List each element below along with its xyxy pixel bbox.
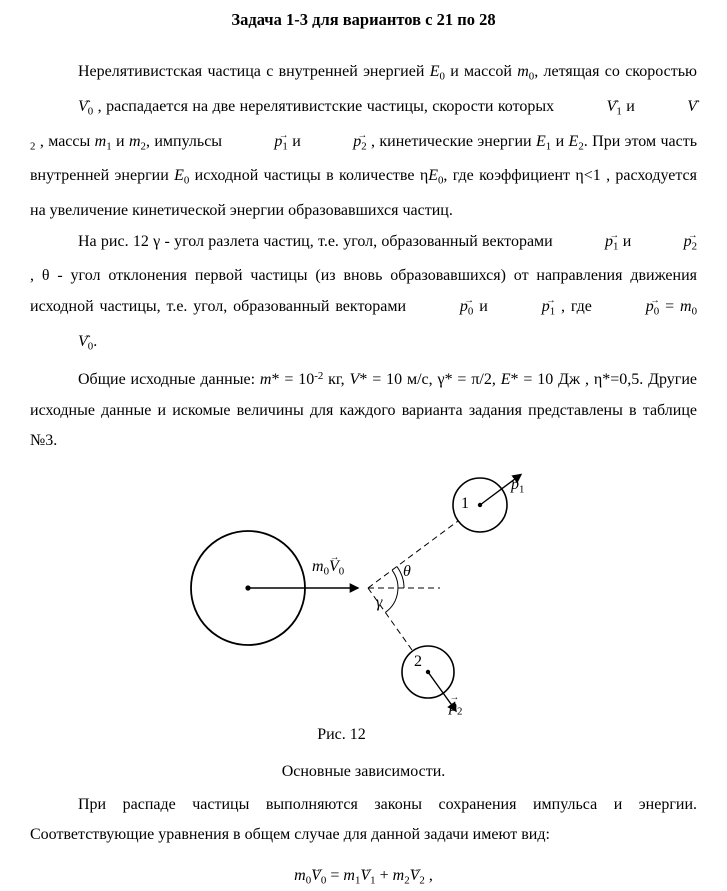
- momentum-conservation-formula: $m_0V \to_0 = m_1V \to_1 + m_2V \to_2$ ,: [30, 865, 697, 891]
- figure-description-paragraph: На рис. 12 γ - угол разлета частиц, т.е. угол, образованный векторами $p \to_1$ и $p \to_2$ , θ - угол отклонения первой частицы (из вновь образовавшихся) от направления движения исходной частицы, т.е. угол, образованный векторами $p \to_0$ и $p \to_1$ , где $p \to_0 = m_0V \to_0$.: [30, 227, 697, 362]
- label-p2-vector: $p \to_2$: [449, 698, 462, 717]
- label-particle-1: 1: [461, 494, 469, 512]
- particle1-trajectory-dashline: [368, 521, 458, 588]
- given-data-paragraph: Общие исходные данные: $m* = 10^{-2}$ кг, V* = 10 м/с, γ* = π/2, E* = 10 Дж , η*=0,5. Другие исходные данные и искомые величины для каждого варианта задания представлены в таблице №3.: [30, 370, 698, 450]
- decay-diagram-svg: [0, 459, 727, 721]
- label-particle-2: 2: [414, 652, 422, 670]
- label-initial-momentum: $m_0V \to_0$: [312, 558, 344, 577]
- conservation-intro-paragraph: При распаде частицы выполняются законы сохранения импульса и энергии. Соответствующие уравнения в общем случае для данной задачи имеют вид:: [30, 795, 697, 844]
- particle-decay-diagram: [0, 459, 727, 721]
- label-gamma-angle: γ: [376, 593, 383, 611]
- page-title: Задача 1-3 для вариантов с 21 по 28: [231, 10, 496, 29]
- problem-statement-paragraph: Нерелятивистская частица с внутренней энергией $E_0$ и массой $m_0$, летящая со скоростью $V \to_0$ , распадается на две нерелятивистские частицы, скорости которых $V \to_1$ и $V \to_2$ , массы $m_1$ и $m_2$, импульсы $p \to_1$ и $p \to_2$ , кинетические энергии $E_1$ и $E_2$. При этом часть внутренней энергии $E_0$ исходной частицы в количестве $\eta E_0$, где коэффициент η<1 , расходуется на увеличение кинетической энергии образовавшихся частиц.: [30, 57, 697, 227]
- gamma-angle-arc: [385, 570, 398, 612]
- label-theta-angle: θ: [403, 562, 411, 580]
- particle2-trajectory-dashline: [368, 588, 412, 650]
- section-heading: Основные зависимости.: [281, 762, 446, 780]
- label-p1-vector: $p \to_1$: [511, 476, 524, 495]
- figure-caption: Рис. 12: [317, 725, 366, 743]
